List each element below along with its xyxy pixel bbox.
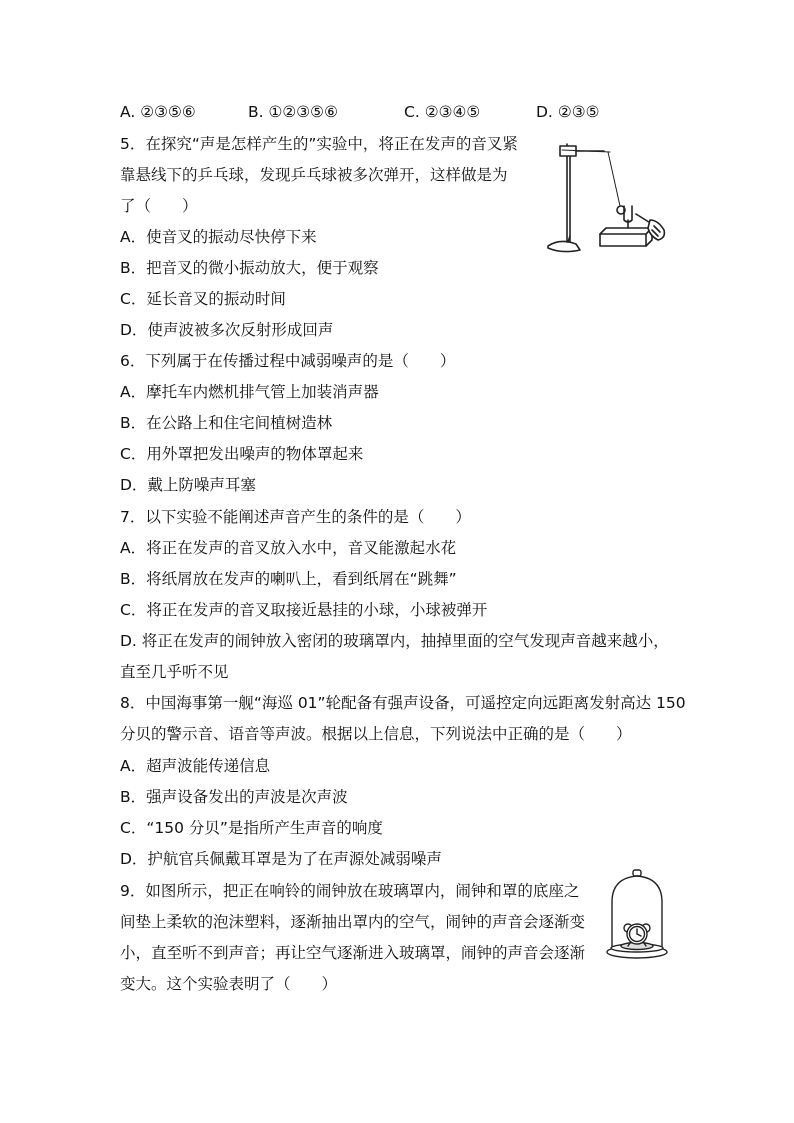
q7-option-d-line-1: D. 将正在发声的闹钟放入密闭的玻璃罩内，抽掉里面的空气发现声音越来越小，	[120, 632, 669, 650]
q7-option-c: C．将正在发声的音叉取接近悬挂的小球，小球被弹开	[120, 601, 488, 619]
q7-stem: 7．以下实验不能阐述声音产生的条件的是（ ）	[120, 508, 471, 526]
q6-option-a: A．摩托车内燃机排气管上加装消声器	[120, 383, 379, 401]
q7-option-a: A．将正在发声的音叉放入水中，音叉能激起水花	[120, 539, 457, 557]
q9-stem-line-1: 9．如图所示，把正在响铃的闹钟放在玻璃罩内，闹钟和罩的底座之	[120, 882, 580, 900]
q6-option-c: C．用外罩把发出噪声的物体罩起来	[120, 445, 364, 463]
q5-stem-line-3: 了（ ）	[120, 197, 198, 215]
q4-option-d: D. ②③⑤	[536, 103, 600, 121]
q5-option-b: B．把音叉的微小振动放大，便于观察	[120, 259, 379, 277]
q5-option-d: D．使声波被多次反射形成回声	[120, 321, 334, 339]
q7-option-b: B．将纸屑放在发声的喇叭上，看到纸屑在“跳舞”	[120, 570, 457, 588]
q9-stem-line-3: 小，直至听不到声音；再让空气逐渐进入玻璃罩，闹钟的声音会逐渐	[120, 944, 586, 962]
q8-option-b: B．强声设备发出的声波是次声波	[120, 788, 348, 806]
q5-stem-line-1: 5．在探究“声是怎样产生的”实验中，将正在发声的音叉紧	[120, 135, 518, 153]
q5-option-a: A．使音叉的振动尽快停下来	[120, 228, 317, 246]
q8-option-d: D．护航官兵佩戴耳罩是为了在声源处减弱噪声	[120, 850, 442, 868]
q8-option-c: C．“150 分贝”是指所产生声音的响度	[120, 819, 383, 837]
q7-option-d-line-2: 直至几乎听不见	[120, 663, 229, 681]
q8-option-a: A．超声波能传递信息	[120, 757, 271, 775]
q4-options	[120, 102, 680, 122]
q8-stem-line-1: 8．中国海事第一舰“海巡 01”轮配备有强声设备，可遥控定向远距离发射高达 150	[120, 694, 686, 712]
bell-jar-alarm-clock-figure	[602, 866, 672, 970]
q9-stem-line-4: 变大。这个实验表明了（ ）	[120, 975, 338, 993]
q5-stem-line-2: 靠悬线下的乒乓球，发现乒乓球被多次弹开，这样做是为	[120, 166, 508, 184]
q4-option-b: B. ①②③⑤⑥	[248, 103, 338, 121]
tuning-fork-pendulum-figure	[540, 138, 670, 260]
q4-option-a: A. ②③⑤⑥	[120, 103, 196, 121]
q6-option-d: D．戴上防噪声耳塞	[120, 476, 256, 494]
q9-stem-line-2: 间垫上柔软的泡沫塑料，逐渐抽出罩内的空气，闹钟的声音会逐渐变	[120, 913, 586, 931]
q8-stem-line-2: 分贝的警示音、语音等声波。根据以上信息，下列说法中正确的是（ ）	[120, 725, 632, 743]
q6-stem: 6．下列属于在传播过程中减弱噪声的是（ ）	[120, 352, 456, 370]
q5-option-c: C．延长音叉的振动时间	[120, 290, 286, 308]
q4-option-c: C. ②③④⑤	[404, 103, 481, 121]
q6-option-b: B．在公路上和住宅间植树造林	[120, 414, 333, 432]
